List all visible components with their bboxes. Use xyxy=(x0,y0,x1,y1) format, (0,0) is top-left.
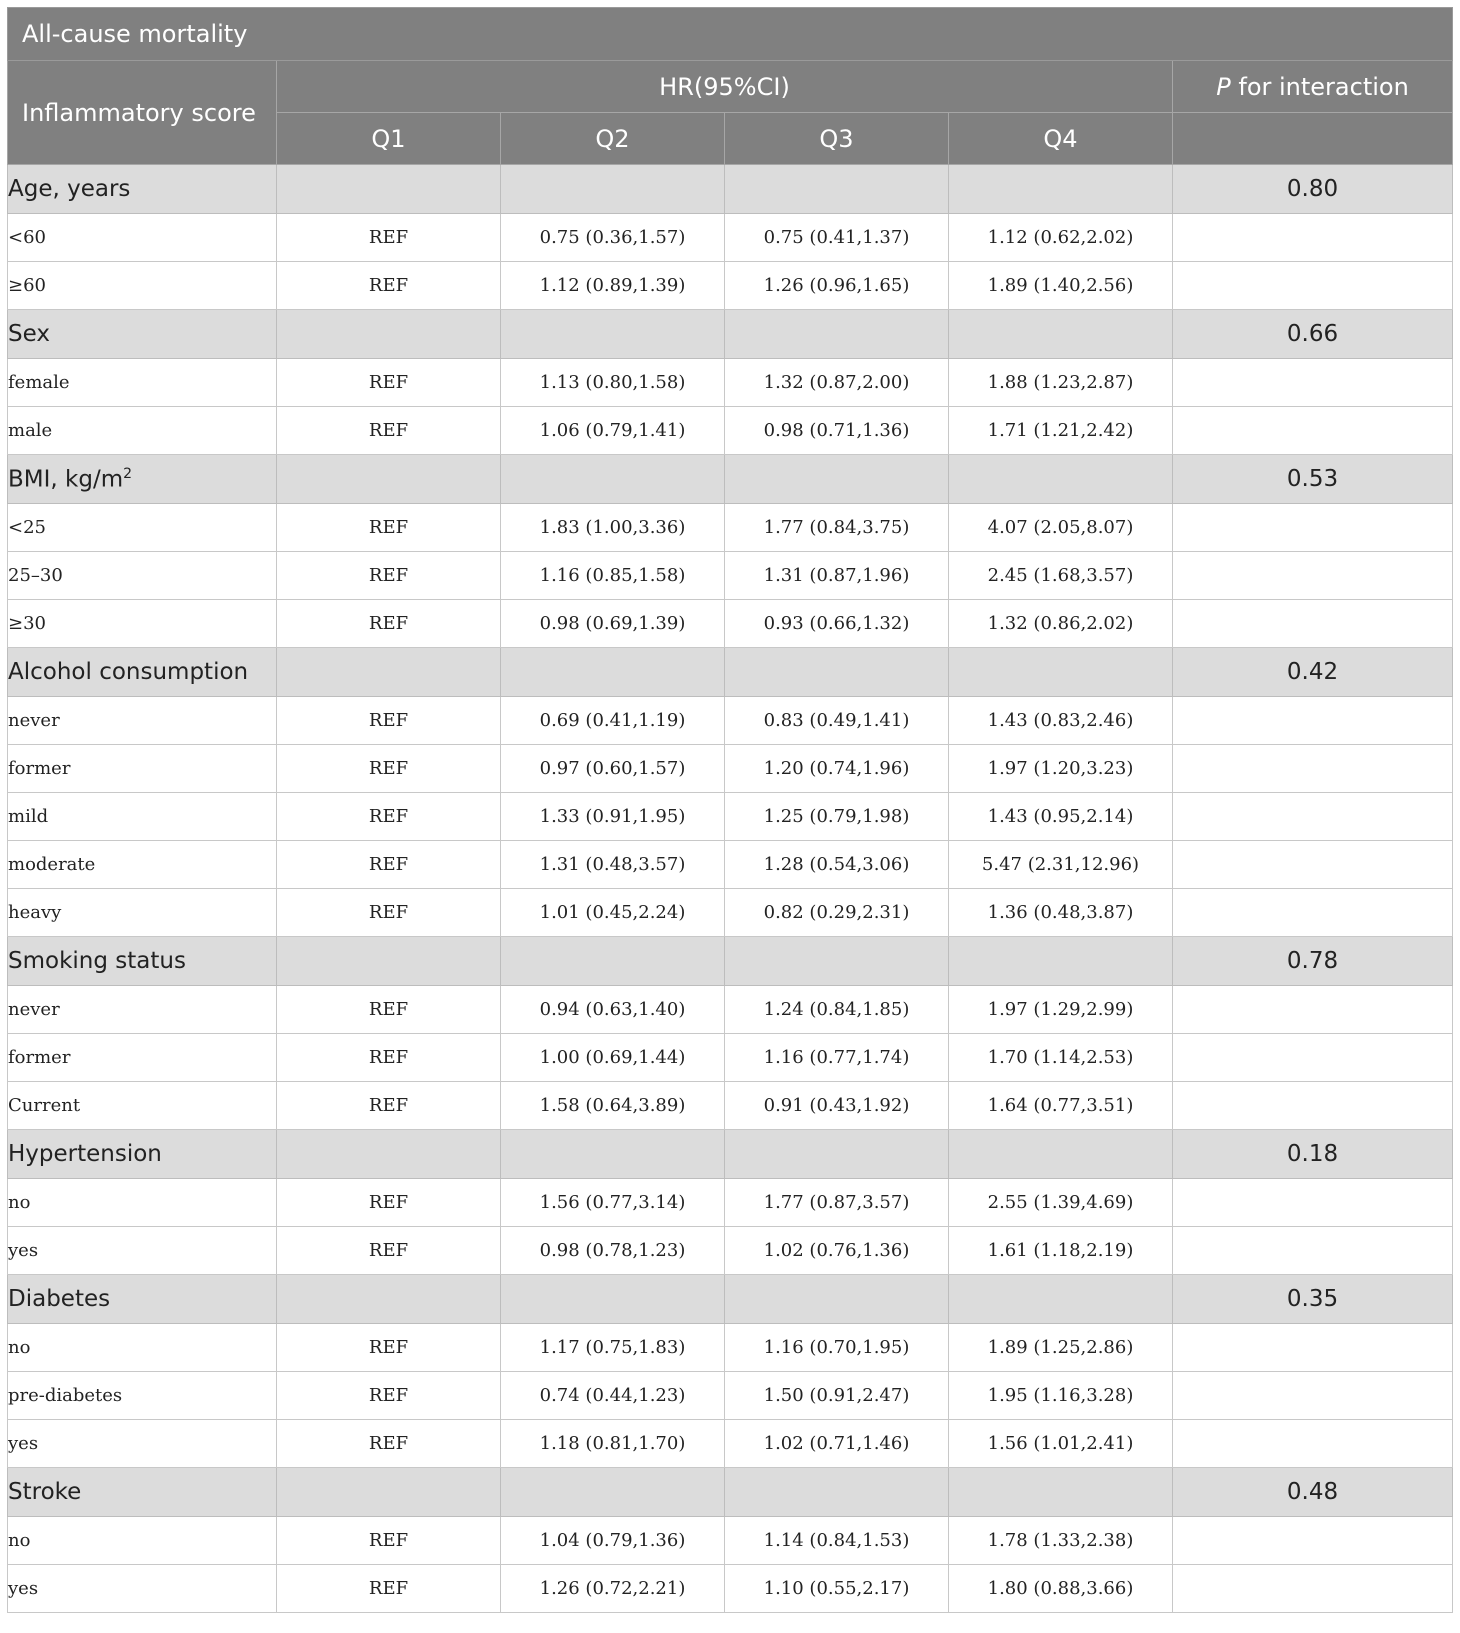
hr-cell-q2: 1.18 (0.81,1.70) xyxy=(501,1420,725,1468)
hr-cell-q2: 1.31 (0.48,3.57) xyxy=(501,841,725,889)
hr-cell-q2: 1.58 (0.64,3.89) xyxy=(501,1082,725,1130)
table-row xyxy=(8,1420,1453,1468)
hr-cell-q3: 0.75 (0.41,1.37) xyxy=(725,214,949,262)
hr-cell-q2: 1.26 (0.72,2.21) xyxy=(501,1565,725,1613)
empty-cell xyxy=(725,648,949,697)
empty-cell xyxy=(1173,600,1453,648)
hr-cell-q2: 1.13 (0.80,1.58) xyxy=(501,359,725,407)
hr-cell-q3: 1.32 (0.87,2.00) xyxy=(725,359,949,407)
hr-cell-q1: REF xyxy=(277,262,501,310)
group-label xyxy=(8,1468,277,1517)
hr-cell-q2: 0.98 (0.78,1.23) xyxy=(501,1227,725,1275)
subgroup-label: <25 xyxy=(8,504,277,552)
hr-header: HR(95%CI) xyxy=(277,61,1173,113)
p-italic: P xyxy=(1216,72,1231,101)
hr-cell-q4: 1.89 (1.25,2.86) xyxy=(949,1324,1173,1372)
hr-cell-q3: 1.16 (0.70,1.95) xyxy=(725,1324,949,1372)
table-row xyxy=(8,262,1453,310)
subgroup-label: mild xyxy=(8,793,277,841)
hr-cell-q3: 0.82 (0.29,2.31) xyxy=(725,889,949,937)
group-label-text: Alcohol consumption xyxy=(8,659,249,685)
p-value: 0.35 xyxy=(1173,1275,1453,1324)
hr-cell-q4: 1.97 (1.29,2.99) xyxy=(949,986,1173,1034)
empty-cell xyxy=(1173,889,1453,937)
hr-cell-q1: REF xyxy=(277,697,501,745)
hr-cell-q3: 1.50 (0.91,2.47) xyxy=(725,1372,949,1420)
hr-cell-q1: REF xyxy=(277,986,501,1034)
empty-cell xyxy=(277,165,501,214)
hr-cell-q1: REF xyxy=(277,600,501,648)
subgroup-label: pre-diabetes xyxy=(8,1372,277,1420)
empty-cell xyxy=(1173,841,1453,889)
group-label xyxy=(8,937,277,986)
group-row xyxy=(8,1130,1453,1179)
empty-cell xyxy=(1173,504,1453,552)
subgroup-label: Current xyxy=(8,1082,277,1130)
hr-cell-q2: 0.97 (0.60,1.57) xyxy=(501,745,725,793)
empty-cell xyxy=(1173,1227,1453,1275)
subgroup-label: ≥60 xyxy=(8,262,277,310)
hr-cell-q4: 1.56 (1.01,2.41) xyxy=(949,1420,1173,1468)
hr-cell-q3: 1.02 (0.71,1.46) xyxy=(725,1420,949,1468)
hr-cell-q3: 1.24 (0.84,1.85) xyxy=(725,986,949,1034)
table-row xyxy=(8,1372,1453,1420)
group-label xyxy=(8,455,277,504)
empty-cell xyxy=(1173,407,1453,455)
empty-header-cell xyxy=(1173,113,1453,165)
table-row xyxy=(8,1179,1453,1227)
hr-cell-q3: 1.77 (0.84,3.75) xyxy=(725,504,949,552)
p-value: 0.18 xyxy=(1173,1130,1453,1179)
table-row xyxy=(8,889,1453,937)
hr-cell-q1: REF xyxy=(277,1034,501,1082)
group-label xyxy=(8,648,277,697)
subgroup-label: 25–30 xyxy=(8,552,277,600)
empty-cell xyxy=(949,648,1173,697)
hr-cell-q4: 1.71 (1.21,2.42) xyxy=(949,407,1173,455)
subgroup-label: no xyxy=(8,1324,277,1372)
empty-cell xyxy=(1173,214,1453,262)
quartile-header: Q1 xyxy=(277,113,501,165)
table-row xyxy=(8,407,1453,455)
empty-cell xyxy=(1173,793,1453,841)
empty-cell xyxy=(725,1275,949,1324)
hr-cell-q3: 1.28 (0.54,3.06) xyxy=(725,841,949,889)
quartile-header: Q4 xyxy=(949,113,1173,165)
empty-cell xyxy=(1173,552,1453,600)
hr-cell-q3: 0.93 (0.66,1.32) xyxy=(725,600,949,648)
hr-cell-q3: 1.10 (0.55,2.17) xyxy=(725,1565,949,1613)
subgroup-label: former xyxy=(8,1034,277,1082)
row-header: Inflammatory score xyxy=(8,61,277,165)
hr-cell-q3: 1.14 (0.84,1.53) xyxy=(725,1517,949,1565)
empty-cell xyxy=(949,937,1173,986)
hr-cell-q3: 1.77 (0.87,3.57) xyxy=(725,1179,949,1227)
hr-cell-q2: 0.74 (0.44,1.23) xyxy=(501,1372,725,1420)
subgroup-label: no xyxy=(8,1179,277,1227)
empty-cell xyxy=(1173,1324,1453,1372)
empty-cell xyxy=(725,165,949,214)
hr-cell-q4: 1.89 (1.40,2.56) xyxy=(949,262,1173,310)
table-row xyxy=(8,359,1453,407)
group-row xyxy=(8,455,1453,504)
hr-cell-q4: 1.43 (0.95,2.14) xyxy=(949,793,1173,841)
empty-cell xyxy=(1173,1372,1453,1420)
group-row xyxy=(8,1275,1453,1324)
hr-cell-q1: REF xyxy=(277,1517,501,1565)
group-row xyxy=(8,937,1453,986)
group-label xyxy=(8,165,277,214)
group-label-text: Diabetes xyxy=(8,1286,111,1312)
empty-cell xyxy=(1173,1517,1453,1565)
table-row xyxy=(8,1227,1453,1275)
empty-cell xyxy=(501,648,725,697)
hr-cell-q3: 1.25 (0.79,1.98) xyxy=(725,793,949,841)
hr-cell-q1: REF xyxy=(277,504,501,552)
hr-cell-q1: REF xyxy=(277,841,501,889)
hr-cell-q2: 0.98 (0.69,1.39) xyxy=(501,600,725,648)
empty-cell xyxy=(725,1130,949,1179)
empty-cell xyxy=(1173,697,1453,745)
table-row xyxy=(8,1082,1453,1130)
quartile-header: Q3 xyxy=(725,113,949,165)
hr-cell-q2: 1.06 (0.79,1.41) xyxy=(501,407,725,455)
empty-cell xyxy=(725,937,949,986)
hr-cell-q1: REF xyxy=(277,889,501,937)
hr-cell-q1: REF xyxy=(277,1324,501,1372)
empty-cell xyxy=(1173,1082,1453,1130)
empty-cell xyxy=(277,937,501,986)
empty-cell xyxy=(501,937,725,986)
hr-cell-q4: 1.70 (1.14,2.53) xyxy=(949,1034,1173,1082)
hr-cell-q4: 1.95 (1.16,3.28) xyxy=(949,1372,1173,1420)
empty-cell xyxy=(1173,1420,1453,1468)
subgroup-label: male xyxy=(8,407,277,455)
p-value: 0.48 xyxy=(1173,1468,1453,1517)
group-label-text: Age, years xyxy=(8,176,131,202)
subgroup-label: former xyxy=(8,745,277,793)
hr-cell-q3: 1.26 (0.96,1.65) xyxy=(725,262,949,310)
hr-cell-q3: 1.31 (0.87,1.96) xyxy=(725,552,949,600)
hr-cell-q1: REF xyxy=(277,1372,501,1420)
hr-cell-q1: REF xyxy=(277,1082,501,1130)
empty-cell xyxy=(949,1130,1173,1179)
table-row xyxy=(8,841,1453,889)
hr-cell-q4: 1.12 (0.62,2.02) xyxy=(949,214,1173,262)
group-label xyxy=(8,1275,277,1324)
table-row xyxy=(8,504,1453,552)
hr-cell-q4: 1.88 (1.23,2.87) xyxy=(949,359,1173,407)
hr-cell-q2: 1.83 (1.00,3.36) xyxy=(501,504,725,552)
table-body xyxy=(8,165,1453,1613)
hr-cell-q2: 1.17 (0.75,1.83) xyxy=(501,1324,725,1372)
subgroup-label: ≥30 xyxy=(8,600,277,648)
group-row xyxy=(8,648,1453,697)
empty-cell xyxy=(725,310,949,359)
empty-cell xyxy=(949,310,1173,359)
hr-cell-q2: 1.56 (0.77,3.14) xyxy=(501,1179,725,1227)
empty-cell xyxy=(1173,1565,1453,1613)
hr-cell-q2: 1.12 (0.89,1.39) xyxy=(501,262,725,310)
hr-cell-q4: 4.07 (2.05,8.07) xyxy=(949,504,1173,552)
empty-cell xyxy=(1173,262,1453,310)
hr-cell-q1: REF xyxy=(277,214,501,262)
table-row xyxy=(8,1517,1453,1565)
hr-cell-q3: 0.91 (0.43,1.92) xyxy=(725,1082,949,1130)
empty-cell xyxy=(1173,1034,1453,1082)
hr-cell-q2: 1.33 (0.91,1.95) xyxy=(501,793,725,841)
empty-cell xyxy=(949,1275,1173,1324)
hr-cell-q4: 1.97 (1.20,3.23) xyxy=(949,745,1173,793)
hr-cell-q2: 0.75 (0.36,1.57) xyxy=(501,214,725,262)
empty-cell xyxy=(277,1130,501,1179)
table-row xyxy=(8,986,1453,1034)
p-rest: for interaction xyxy=(1230,72,1409,101)
group-row xyxy=(8,310,1453,359)
group-label-text: Smoking status xyxy=(8,948,186,974)
hr-cell-q3: 0.83 (0.49,1.41) xyxy=(725,697,949,745)
group-label-text: BMI, kg/m xyxy=(8,466,124,493)
hr-cell-q4: 1.78 (1.33,2.38) xyxy=(949,1517,1173,1565)
group-label-text: Hypertension xyxy=(8,1141,162,1167)
hr-cell-q4: 1.36 (0.48,3.87) xyxy=(949,889,1173,937)
empty-cell xyxy=(501,310,725,359)
hr-cell-q3: 1.16 (0.77,1.74) xyxy=(725,1034,949,1082)
p-value: 0.78 xyxy=(1173,937,1453,986)
group-row xyxy=(8,1468,1453,1517)
subgroup-label: never xyxy=(8,986,277,1034)
empty-cell xyxy=(501,455,725,504)
empty-cell xyxy=(277,1275,501,1324)
group-label xyxy=(8,1130,277,1179)
hr-cell-q4: 5.47 (2.31,12.96) xyxy=(949,841,1173,889)
empty-cell xyxy=(1173,1179,1453,1227)
hr-cell-q4: 1.61 (1.18,2.19) xyxy=(949,1227,1173,1275)
p-interaction-header xyxy=(1173,61,1453,113)
subgroup-label: never xyxy=(8,697,277,745)
hr-cell-q2: 1.00 (0.69,1.44) xyxy=(501,1034,725,1082)
hr-cell-q2: 0.69 (0.41,1.19) xyxy=(501,697,725,745)
empty-cell xyxy=(725,455,949,504)
p-value: 0.80 xyxy=(1173,165,1453,214)
subgroup-label: female xyxy=(8,359,277,407)
table-row xyxy=(8,1034,1453,1082)
empty-cell xyxy=(277,310,501,359)
subgroup-label: no xyxy=(8,1517,277,1565)
hr-cell-q3: 0.98 (0.71,1.36) xyxy=(725,407,949,455)
hr-cell-q1: REF xyxy=(277,1227,501,1275)
hr-cell-q1: REF xyxy=(277,745,501,793)
hr-cell-q3: 1.02 (0.76,1.36) xyxy=(725,1227,949,1275)
hr-cell-q1: REF xyxy=(277,552,501,600)
group-label-text: Stroke xyxy=(8,1479,82,1505)
table-row xyxy=(8,552,1453,600)
table-row xyxy=(8,793,1453,841)
hr-cell-q4: 1.64 (0.77,3.51) xyxy=(949,1082,1173,1130)
group-label-sup: 2 xyxy=(123,465,133,482)
hr-cell-q1: REF xyxy=(277,793,501,841)
empty-cell xyxy=(277,648,501,697)
subgroup-label: <60 xyxy=(8,214,277,262)
empty-cell xyxy=(277,455,501,504)
p-value: 0.66 xyxy=(1173,310,1453,359)
empty-cell xyxy=(277,1468,501,1517)
hr-cell-q2: 1.01 (0.45,2.24) xyxy=(501,889,725,937)
empty-cell xyxy=(949,1468,1173,1517)
p-value: 0.53 xyxy=(1173,455,1453,504)
hr-cell-q2: 1.04 (0.79,1.36) xyxy=(501,1517,725,1565)
empty-cell xyxy=(949,165,1173,214)
table-row xyxy=(8,600,1453,648)
hr-cell-q3: 1.20 (0.74,1.96) xyxy=(725,745,949,793)
hr-cell-q4: 2.55 (1.39,4.69) xyxy=(949,1179,1173,1227)
group-label-text: Sex xyxy=(8,321,50,347)
empty-cell xyxy=(1173,359,1453,407)
empty-cell xyxy=(501,165,725,214)
hr-cell-q4: 1.80 (0.88,3.66) xyxy=(949,1565,1173,1613)
hr-cell-q2: 0.94 (0.63,1.40) xyxy=(501,986,725,1034)
subgroup-label: yes xyxy=(8,1227,277,1275)
quartile-header: Q2 xyxy=(501,113,725,165)
hr-cell-q1: REF xyxy=(277,407,501,455)
hr-cell-q4: 1.32 (0.86,2.02) xyxy=(949,600,1173,648)
table-row xyxy=(8,214,1453,262)
subgroup-label: heavy xyxy=(8,889,277,937)
group-label xyxy=(8,310,277,359)
empty-cell xyxy=(1173,986,1453,1034)
table-row xyxy=(8,1324,1453,1372)
table-title: All-cause mortality xyxy=(8,8,1453,61)
subgroup-label: yes xyxy=(8,1565,277,1613)
hr-cell-q1: REF xyxy=(277,359,501,407)
hr-cell-q2: 1.16 (0.85,1.58) xyxy=(501,552,725,600)
table-row xyxy=(8,1565,1453,1613)
empty-cell xyxy=(501,1130,725,1179)
table-row xyxy=(8,745,1453,793)
subgroup-label: moderate xyxy=(8,841,277,889)
table-row xyxy=(8,697,1453,745)
empty-cell xyxy=(725,1468,949,1517)
hr-cell-q4: 1.43 (0.83,2.46) xyxy=(949,697,1173,745)
hr-cell-q1: REF xyxy=(277,1420,501,1468)
empty-cell xyxy=(501,1275,725,1324)
results-table xyxy=(7,7,1453,1613)
empty-cell xyxy=(949,455,1173,504)
hr-cell-q1: REF xyxy=(277,1565,501,1613)
group-row xyxy=(8,165,1453,214)
hr-cell-q4: 2.45 (1.68,3.57) xyxy=(949,552,1173,600)
empty-cell xyxy=(1173,745,1453,793)
p-value: 0.42 xyxy=(1173,648,1453,697)
hr-cell-q1: REF xyxy=(277,1179,501,1227)
subgroup-label: yes xyxy=(8,1420,277,1468)
empty-cell xyxy=(501,1468,725,1517)
